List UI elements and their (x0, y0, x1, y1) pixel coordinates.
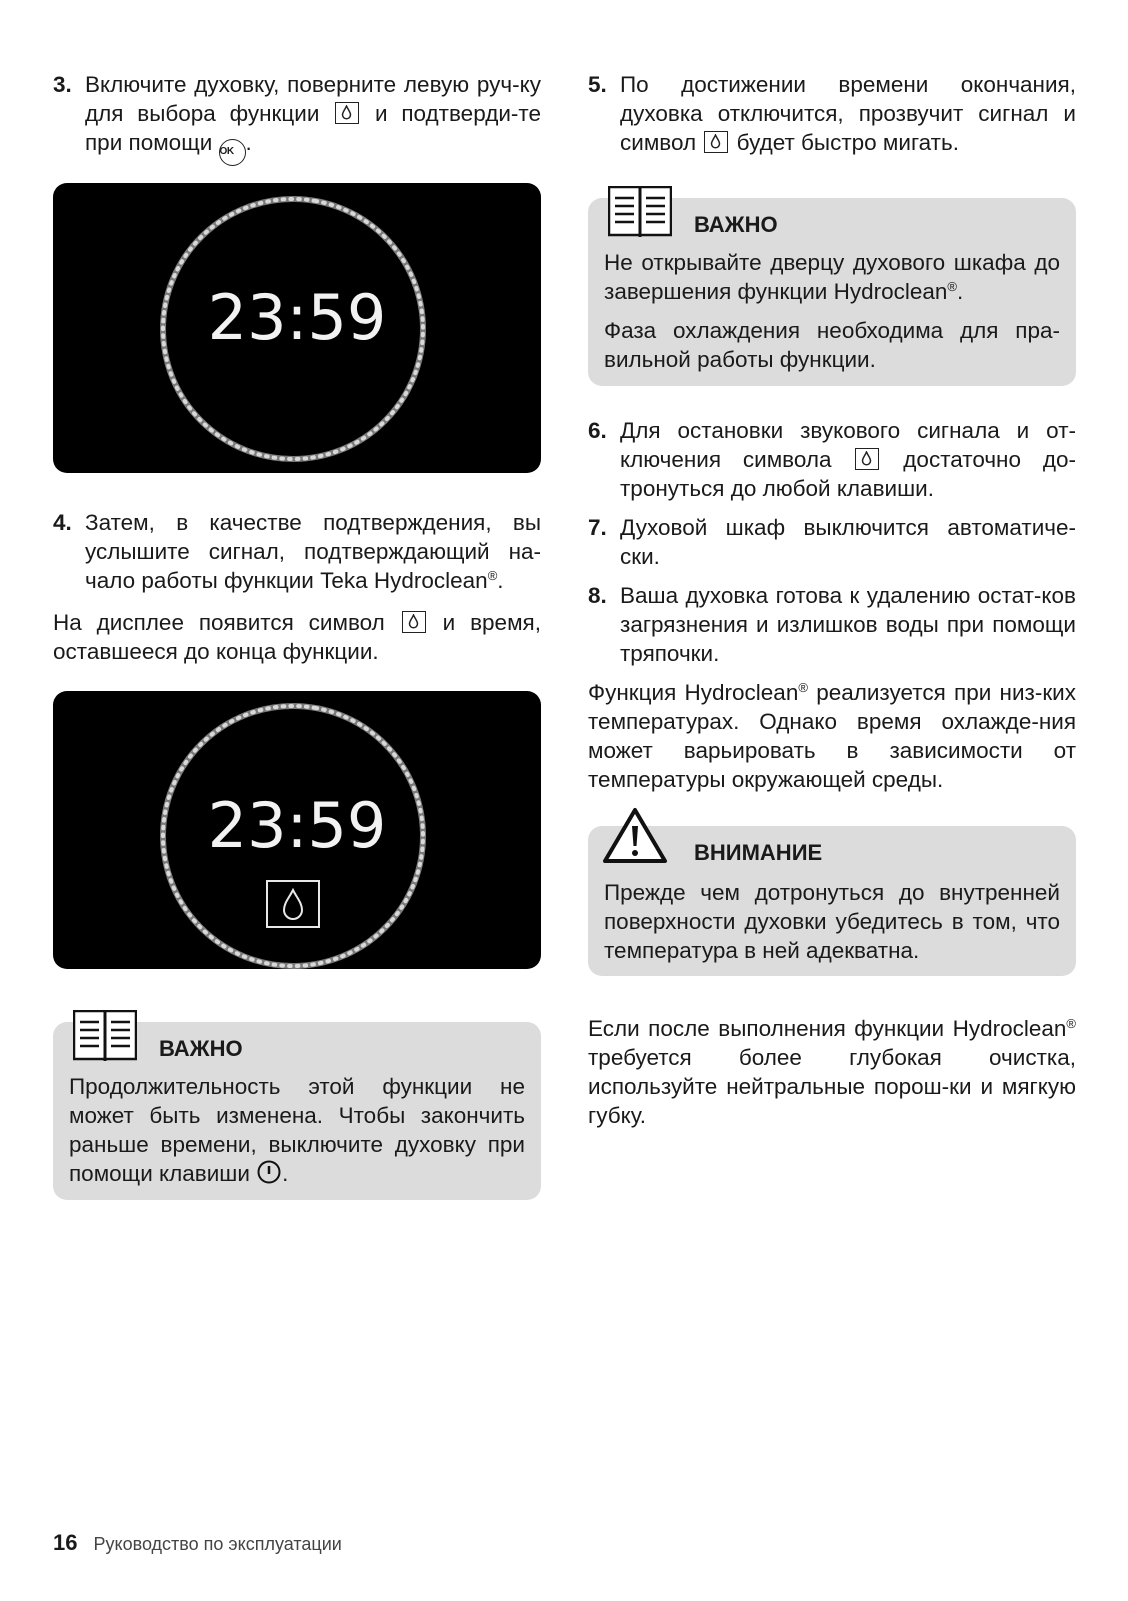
hydroclean-drop-icon (402, 611, 426, 633)
hydroclean-drop-icon (335, 102, 359, 124)
step-7 (588, 513, 1076, 571)
step-4 (53, 508, 541, 595)
step-text: По достижении времени окончания, духовка отключится, прозвучит сигнал и символ будет быстро мигать. (620, 72, 1076, 155)
warning-text: Прежде чем дотронуться до внутренней поверхности духовки убедитесь в том, что температура в ней адекватна. (604, 880, 1060, 963)
important-text: Продолжительность этой функции не может быть изменена. Чтобы закончить раньше времени, выключите духовку при помощи клавиши . (69, 1074, 525, 1186)
step-number: 4. (53, 510, 72, 535)
step-number: 7. (588, 515, 607, 540)
manual-book-icon (73, 1010, 137, 1062)
warning-triangle-icon (602, 806, 668, 864)
ok-button-icon: OK (219, 139, 246, 166)
step-number: 5. (588, 72, 607, 97)
step-text: Затем, в качестве подтверждения, вы услышите сигнал, подтверждающий на-чало работы функции Teka Hydroclean®. (85, 510, 541, 593)
step-3 (53, 70, 541, 166)
step-text: Ваша духовка готова к удалению остат-ков загрязнения и излишков воды при помощи тряпочки. (620, 583, 1076, 666)
important-body (604, 248, 1060, 374)
left-column-mid (53, 508, 541, 666)
water-drop-icon (284, 890, 302, 919)
deep-cleaning-paragraph (588, 1014, 1076, 1130)
step-number: 6. (588, 418, 607, 443)
important-box-left (53, 1022, 541, 1200)
important-box-right (588, 198, 1076, 386)
step-6 (588, 416, 1076, 503)
right-column (588, 70, 1076, 157)
power-key-icon (256, 1159, 282, 1185)
important-text-1: Не открывайте дверцу духового шкафа до завершения функции Hydroclean®. (604, 250, 1060, 304)
warning-heading: ВНИМАНИЕ (694, 840, 823, 865)
important-text-2: Фаза охлаждения необходима для пра-вильной работы функции. (604, 318, 1060, 372)
step-text: Включите духовку, поверните левую руч-ку для выбора функции и подтверди-те при помощи OK . (85, 70, 541, 166)
hydroclean-drop-icon (855, 448, 879, 470)
step-number: 8. (588, 583, 607, 608)
important-heading: ВАЖНО (159, 1036, 243, 1061)
warning-box (588, 826, 1076, 976)
hydroclean-temperature-paragraph: Функция Hydroclean® реализуется при низ-ких температурах. Однако время охлажде-ния может варьировать в зависимости от температуры окружающей среды. (588, 680, 1076, 792)
right-column-steps (588, 416, 1076, 794)
step-8 (588, 581, 1076, 668)
hydroclean-drop-icon (704, 131, 728, 153)
important-heading: ВАЖНО (694, 212, 778, 237)
step-5 (588, 70, 1076, 157)
page-number: 16 (53, 1530, 78, 1555)
left-column (53, 70, 541, 166)
page-footer (53, 1528, 342, 1559)
step-number: 3. (53, 72, 72, 97)
display-time: 23:59 (207, 789, 387, 862)
manual-title: Руководство по эксплуатации (93, 1534, 342, 1554)
deep-cleaning-text: Если после выполнения функции Hydroclean® требуется более глубокая очистка, используйте нейтральные порош-ки и мягкую губку. (588, 1016, 1076, 1128)
oven-display-countdown (53, 183, 541, 473)
display-symbol-paragraph: На дисплее появится символ и время, оставшееся до конца функции. (53, 610, 541, 664)
oven-display-hydroclean (53, 691, 541, 969)
step-text: Для остановки звукового сигнала и от-ключения символа достаточно до-тронуться до любой клавиши. (620, 418, 1076, 501)
manual-book-icon (608, 186, 672, 238)
step-text: Духовой шкаф выключится автоматиче-ски. (620, 515, 1076, 569)
display-time: 23:59 (207, 281, 387, 354)
